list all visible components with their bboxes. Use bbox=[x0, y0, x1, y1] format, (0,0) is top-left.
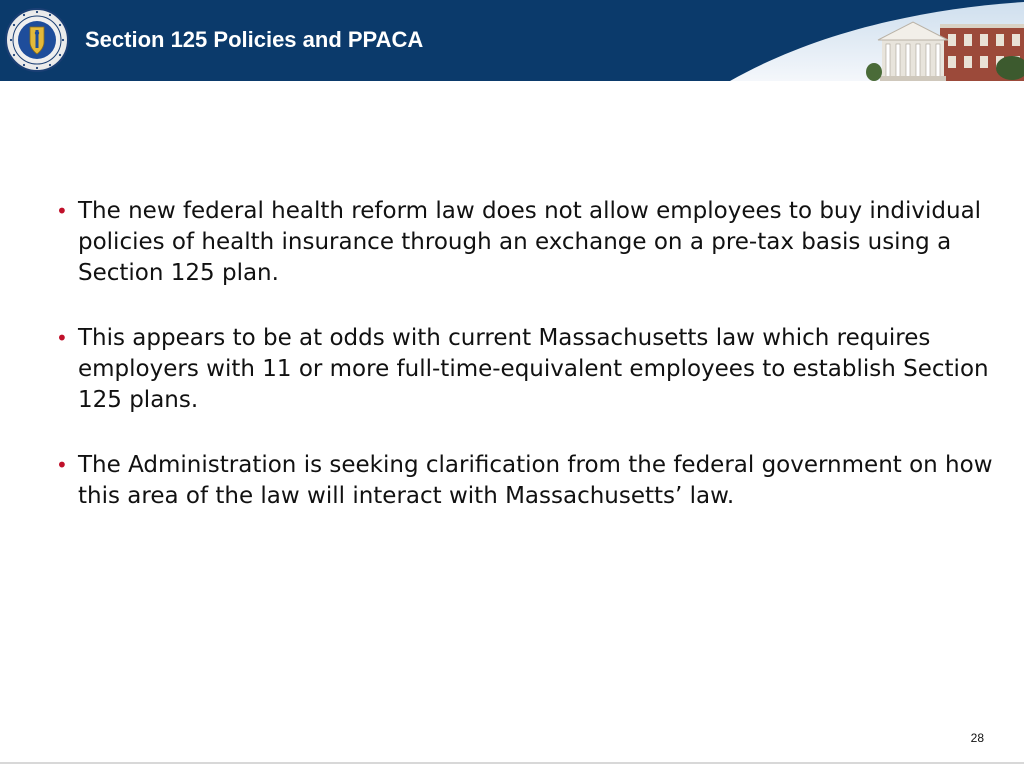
bullet-item bbox=[56, 450, 996, 512]
bullet-text: The new federal health reform law does not allow employees to buy individual policies of health insurance through an exchange on a pre-tax basis using a Section 125 plan. bbox=[78, 198, 982, 286]
bullet-text: The Administration is seeking clarification from the federal government on how this area of the law will interact with Massachusetts’ law. bbox=[78, 452, 993, 509]
bullet-marker: • bbox=[56, 326, 68, 350]
bullet-list bbox=[56, 196, 996, 512]
bullet-item bbox=[56, 323, 996, 416]
bullet-item bbox=[56, 196, 996, 289]
page-number: 28 bbox=[970, 731, 984, 745]
slide-body bbox=[56, 196, 996, 546]
bottom-divider bbox=[0, 762, 1024, 764]
bullet-marker: • bbox=[56, 453, 68, 477]
massachusetts-seal-icon bbox=[6, 9, 68, 71]
header-banner bbox=[0, 0, 1024, 81]
bullet-marker: • bbox=[56, 199, 68, 223]
bullet-text: This appears to be at odds with current Massachusetts law which requires employers with 11 or more full-time-equivalent employees to establish Section 125 plans. bbox=[78, 325, 989, 413]
slide-title: Section 125 Policies and PPACA bbox=[85, 27, 424, 52]
